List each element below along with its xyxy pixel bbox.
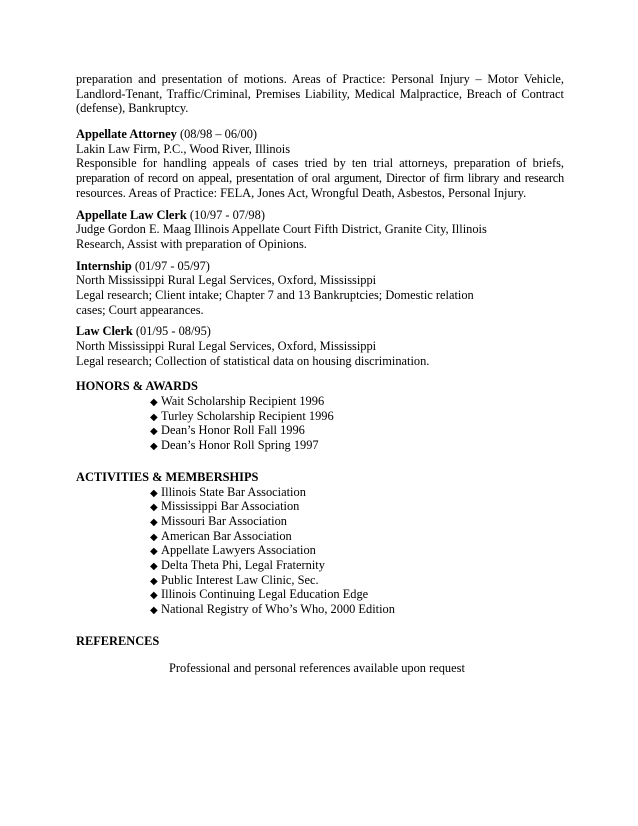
job-header <box>76 127 564 142</box>
job-line: Judge Gordon E. Maag Illinois Appellate Court Fifth District, Granite City, Illinois <box>76 222 487 237</box>
diamond-bullet-icon: ◆ <box>150 411 158 423</box>
references-section <box>76 634 564 676</box>
job-dates: (01/97 - 05/97) <box>131 258 210 273</box>
intro-line: preparation and presentation of motions. Areas of Practice: Personal Injury – Motor Vehicle, <box>76 72 564 86</box>
list-item-text: Delta Theta Phi, Legal Fraternity <box>161 557 325 572</box>
job-title: Internship <box>76 258 132 273</box>
diamond-bullet-icon: ◆ <box>150 487 158 499</box>
list-item-text: Illinois State Bar Association <box>161 484 306 499</box>
job-title: Appellate Attorney <box>76 127 177 142</box>
diamond-bullet-icon: ◆ <box>150 605 158 616</box>
intro-line: Landlord-Tenant, Traffic/Criminal, Premises Liability, Medical Malpractice, Breach of Contract <box>76 86 564 101</box>
job-dates: (01/95 - 08/95) <box>132 324 211 339</box>
section-heading-references: REFERENCES <box>76 633 160 648</box>
list-item-text: Missouri Bar Association <box>161 513 287 528</box>
list-item <box>150 394 564 409</box>
activities-list <box>76 485 564 617</box>
diamond-bullet-icon: ◆ <box>150 531 158 543</box>
list-item <box>150 485 564 500</box>
list-item <box>150 423 564 438</box>
list-item <box>150 602 564 617</box>
diamond-bullet-icon: ◆ <box>150 502 158 514</box>
job-line: Legal research; Client intake; Chapter 7 and 13 Bankruptcies; Domestic relation <box>76 287 474 302</box>
list-item-text: Dean’s Honor Roll Spring 1997 <box>161 438 319 453</box>
list-item-text: Dean’s Honor Roll Fall 1996 <box>161 423 305 438</box>
diamond-bullet-icon: ◆ <box>150 441 158 453</box>
resume-page <box>76 72 564 676</box>
diamond-bullet-icon: ◆ <box>150 546 158 558</box>
list-item-text: Mississippi Bar Association <box>161 499 300 514</box>
job-entry-law-clerk <box>76 324 564 368</box>
diamond-bullet-icon: ◆ <box>150 516 158 528</box>
list-item-text: Public Interest Law Clinic, Sec. <box>161 572 319 587</box>
job-line: North Mississippi Rural Legal Services, Oxford, Mississippi <box>76 273 377 288</box>
list-item-text: American Bar Association <box>161 528 292 543</box>
job-line: North Mississippi Rural Legal Services, Oxford, Mississippi <box>76 339 377 353</box>
job-title: Appellate Law Clerk <box>76 207 187 222</box>
honors-list <box>76 394 564 453</box>
list-item-text: Turley Scholarship Recipient 1996 <box>161 408 334 423</box>
section-heading-honors: HONORS & AWARDS <box>76 379 198 394</box>
list-item <box>150 558 564 573</box>
job-header <box>76 208 564 223</box>
diamond-bullet-icon: ◆ <box>150 560 158 572</box>
job-title: Law Clerk <box>76 324 133 339</box>
job-line: Responsible for handling appeals of cases tried by ten trial attorneys, preparation of briefs, <box>76 156 564 171</box>
list-item-text: National Registry of Who’s Who, 2000 Edition <box>161 602 395 616</box>
list-item <box>150 529 564 544</box>
job-dates: (08/98 – 06/00) <box>176 127 258 142</box>
job-header <box>76 324 564 339</box>
list-item <box>150 438 564 453</box>
list-item <box>150 543 564 558</box>
job-entry-internship <box>76 259 564 318</box>
list-item-text: Illinois Continuing Legal Education Edge <box>161 587 369 602</box>
job-line: resources. Areas of Practice: FELA, Jones Act, Wrongful Death, Asbestos, Personal Injury. <box>76 185 527 200</box>
diamond-bullet-icon: ◆ <box>150 397 158 409</box>
diamond-bullet-icon: ◆ <box>150 590 158 602</box>
diamond-bullet-icon: ◆ <box>150 575 158 587</box>
job-dates: (10/97 - 07/98) <box>186 207 265 222</box>
list-item <box>150 587 564 602</box>
list-item <box>150 573 564 588</box>
job-line: Research, Assist with preparation of Opinions. <box>76 236 307 251</box>
intro-line: (defense), Bankruptcy. <box>76 101 189 116</box>
job-header <box>76 259 564 274</box>
list-item-text: Appellate Lawyers Association <box>161 543 316 558</box>
job-line: Lakin Law Firm, P.C., Wood River, Illinois <box>76 141 291 156</box>
intro-paragraph <box>76 72 564 116</box>
list-item <box>150 514 564 529</box>
list-item <box>150 409 564 424</box>
job-line: Legal research; Collection of statistical data on housing discrimination. <box>76 353 430 368</box>
section-heading-activities: ACTIVITIES & MEMBERSHIPS <box>76 469 259 484</box>
diamond-bullet-icon: ◆ <box>150 426 158 438</box>
job-line: cases; Court appearances. <box>76 302 204 317</box>
job-entry-appellate-attorney <box>76 127 564 200</box>
list-item <box>150 499 564 514</box>
activities-section <box>76 470 564 617</box>
references-text: Professional and personal references available upon request <box>169 661 465 676</box>
list-item-text: Wait Scholarship Recipient 1996 <box>161 394 325 409</box>
job-entry-appellate-law-clerk <box>76 208 564 252</box>
job-line: preparation of record on appeal, presentation of oral argument, Director of firm library and research <box>76 171 564 186</box>
honors-section <box>76 379 564 452</box>
